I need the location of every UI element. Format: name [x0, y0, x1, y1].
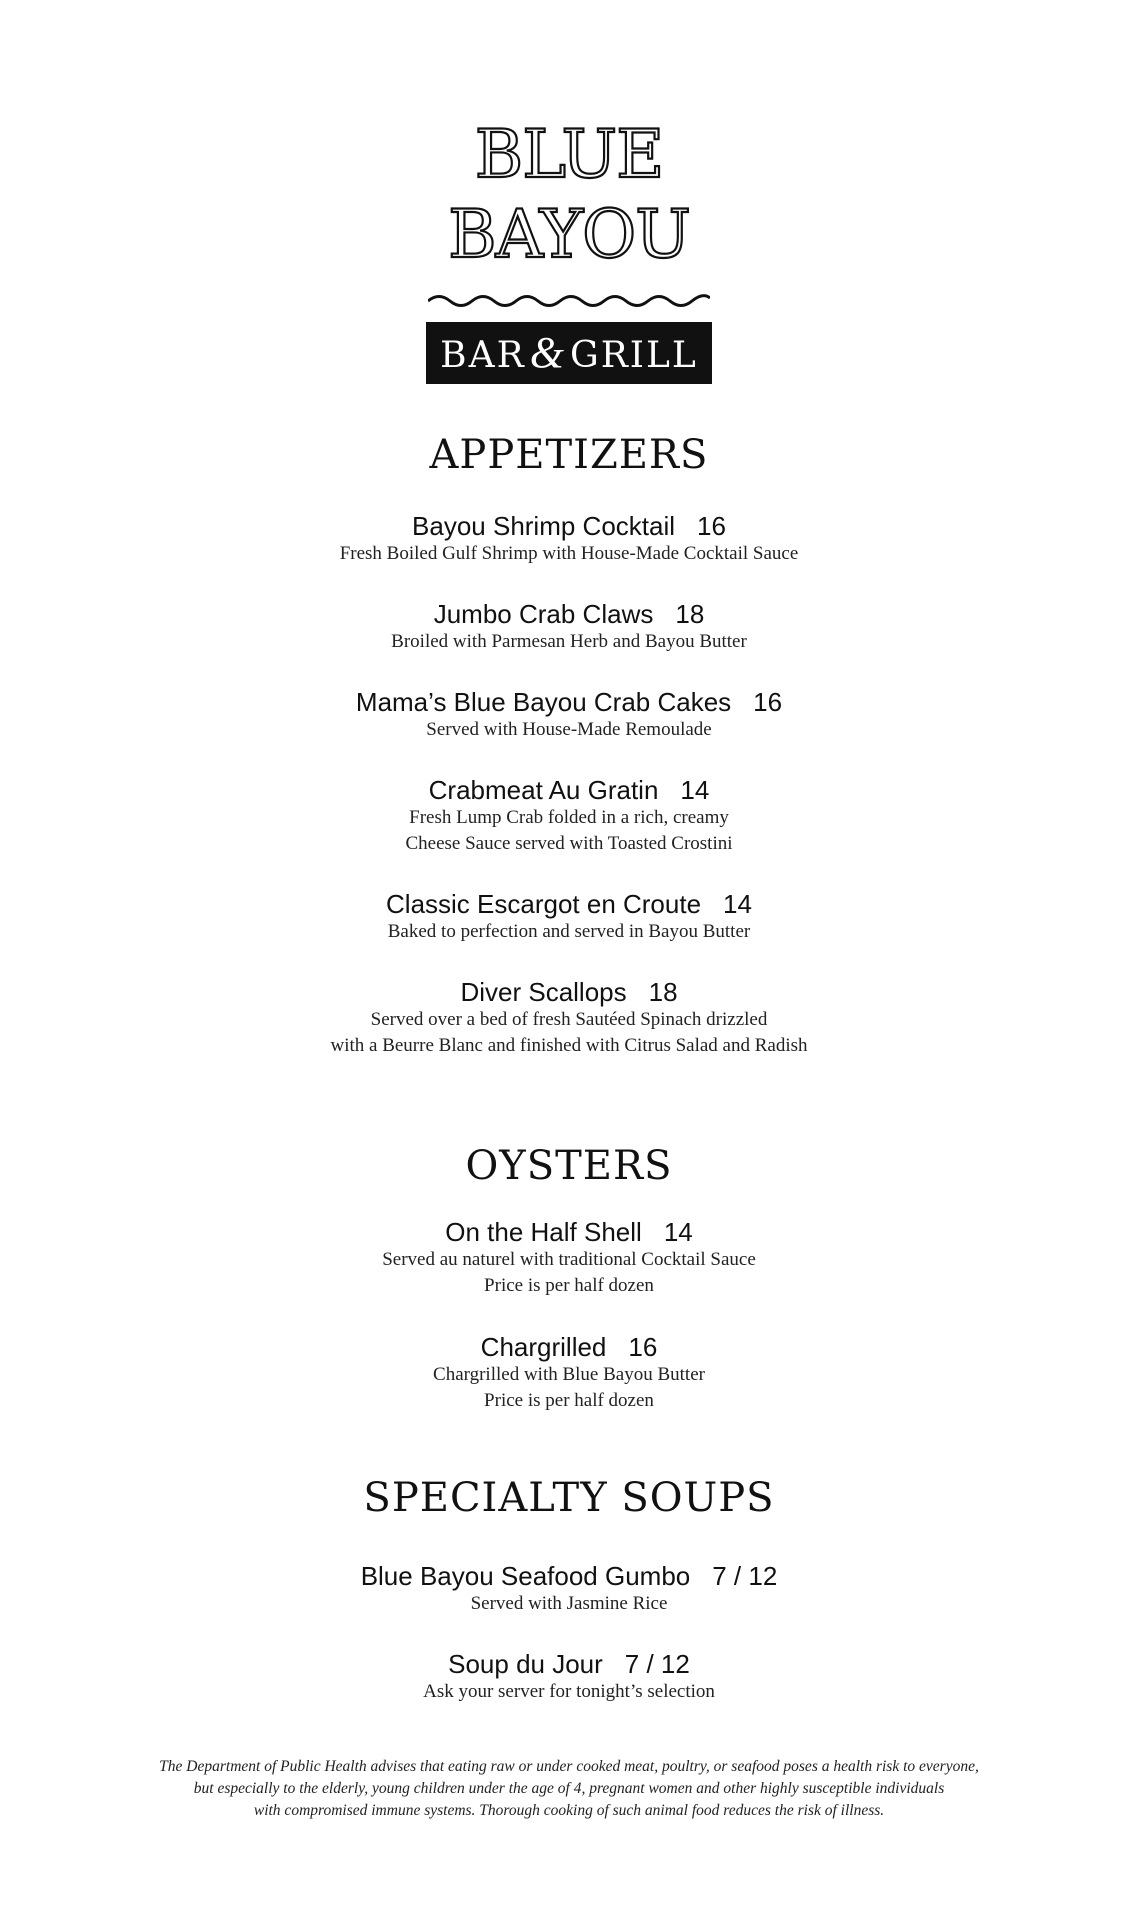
item-description: with a Beurre Blanc and finished with Citrus Salad and Radish	[330, 1035, 808, 1056]
item-description: Served with Jasmine Rice	[470, 1593, 668, 1614]
menu-item	[0, 1561, 1138, 1617]
menu-item	[0, 889, 1138, 945]
item-price: 18	[648, 977, 678, 1007]
item-price: 16	[628, 1332, 658, 1362]
item-price: 14	[663, 1217, 693, 1247]
menu-item	[0, 511, 1138, 567]
item-price: 14	[723, 889, 752, 919]
menu-item	[0, 1649, 1138, 1705]
item-description: Ask your server for tonight’s selection	[423, 1681, 715, 1702]
item-description: Cheese Sauce served with Toasted Crostini	[405, 833, 733, 854]
menu-item	[0, 1332, 1138, 1414]
item-name: Diver Scallops	[460, 977, 627, 1007]
logo-bar-grill-banner	[426, 322, 712, 384]
item-name: Jumbo Crab Claws	[433, 599, 654, 629]
item-name: Bayou Shrimp Cocktail	[412, 511, 676, 541]
item-price: 14	[680, 775, 710, 805]
item-price: 18	[675, 599, 705, 629]
item-description: Served with House-Made Remoulade	[426, 719, 712, 740]
item-price: 7 / 12	[712, 1561, 778, 1591]
logo-ampersand: &	[529, 328, 566, 377]
menu-item	[0, 687, 1138, 743]
item-description: Fresh Lump Crab folded in a rich, creamy	[409, 807, 729, 828]
item-name: Soup du Jour	[448, 1649, 603, 1679]
logo-grill: GRILL	[569, 335, 698, 376]
menu-item	[0, 977, 1138, 1059]
item-description: Baked to perfection and served in Bayou Butter	[387, 921, 751, 942]
item-name: Chargrilled	[480, 1332, 607, 1362]
logo-bar: BAR	[440, 335, 526, 376]
restaurant-logo	[424, 118, 714, 386]
section-title-specialty-soups: SPECIALTY SOUPS	[363, 1475, 775, 1521]
item-name: On the Half Shell	[445, 1217, 642, 1247]
item-description: Broiled with Parmesan Herb and Bayou Butter	[391, 631, 747, 652]
item-price: 7 / 12	[624, 1649, 690, 1679]
disclaimer-line: The Department of Public Health advises that eating raw or under cooked meat, poultry, or seafood poses a health risk to everyone,	[159, 1758, 979, 1775]
health-disclaimer	[0, 1756, 1138, 1822]
disclaimer-line: with compromised immune systems. Thorough cooking of such animal food reduces the risk of illness.	[253, 1802, 885, 1819]
item-name: Crabmeat Au Gratin	[428, 775, 659, 805]
item-description: Served over a bed of fresh Sautéed Spinach drizzled	[370, 1009, 768, 1030]
logo-wave-icon	[428, 290, 710, 312]
section-title-appetizers: APPETIZERS	[429, 432, 709, 478]
menu-item	[0, 1217, 1138, 1299]
item-description: Fresh Boiled Gulf Shrimp with House-Made Cocktail Sauce	[339, 543, 799, 564]
menu-item	[0, 775, 1138, 857]
item-price: 16	[753, 687, 783, 717]
item-name: Classic Escargot en Croute	[386, 889, 702, 919]
item-name: Blue Bayou Seafood Gumbo	[360, 1561, 691, 1591]
item-price: 16	[697, 511, 726, 541]
logo-word-bayou: BAYOU	[448, 196, 690, 273]
item-description: Chargrilled with Blue Bayou Butter	[433, 1364, 705, 1385]
item-description: Price is per half dozen	[484, 1275, 654, 1296]
item-description: Served au naturel with traditional Cocktail Sauce	[382, 1249, 756, 1270]
logo-word-blue: BLUE	[474, 116, 664, 193]
section-title-oysters: OYSTERS	[465, 1143, 673, 1189]
disclaimer-line: but especially to the elderly, young children under the age of 4, pregnant women and other highly susceptible individuals	[193, 1780, 945, 1797]
item-description: Price is per half dozen	[484, 1390, 654, 1411]
menu-item	[0, 599, 1138, 655]
item-name: Mama’s Blue Bayou Crab Cakes	[355, 687, 732, 717]
